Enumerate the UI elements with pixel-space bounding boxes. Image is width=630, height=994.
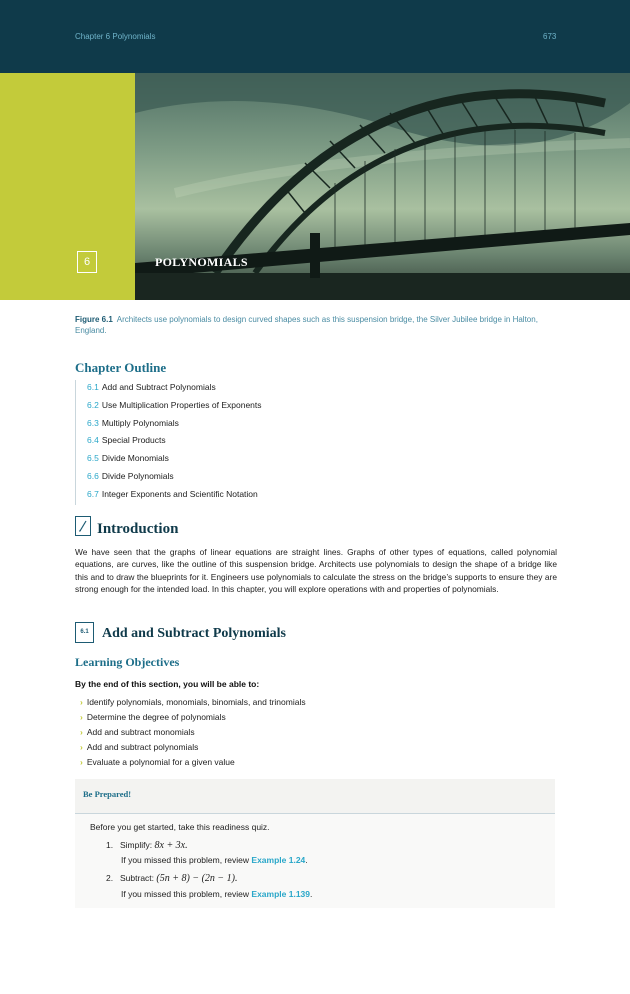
introduction-heading: Introduction xyxy=(97,521,179,537)
chapter-title: POLYNOMIALS xyxy=(155,255,248,269)
be-prepared-heading: Be Prepared! xyxy=(83,789,132,799)
objectives-intro: By the end of this section, you will be able to: xyxy=(75,679,260,689)
chapter-outline-heading: Chapter Outline xyxy=(75,360,167,375)
accent-panel xyxy=(0,73,135,300)
objective-item: › Evaluate a polynomial for a given value xyxy=(80,756,306,771)
figure-label: Figure 6.1 xyxy=(75,315,113,324)
outline-item[interactable]: 6.4 Special Products xyxy=(87,435,166,446)
objectives-list xyxy=(80,696,306,770)
outline-item[interactable]: 6.2 Use Multiplication Properties of Exponents xyxy=(87,399,262,410)
outline-item[interactable]: 6.7 Integer Exponents and Scientific Notation xyxy=(87,488,258,499)
quiz-math: (5n + 8) − (2n − 1). xyxy=(156,873,238,884)
be-prepared-quiz xyxy=(75,814,555,908)
quiz-review-1: If you missed this problem, review Example 1.24. xyxy=(121,855,308,865)
outline-item[interactable]: 6.3 Multiply Polynomials xyxy=(87,417,179,428)
quiz-review-2: If you missed this problem, review Example 1.139. xyxy=(121,889,313,899)
figure-caption-text: Architects use polynomials to design curved shapes such as this suspension bridge, the Silver Jubilee bridge in Halton, England. xyxy=(75,315,538,335)
section-number-box: 6.1 xyxy=(75,622,94,643)
quiz-lead: Before you get started, take this readiness quiz. xyxy=(90,822,270,832)
page-number: 673 xyxy=(543,32,557,41)
example-link[interactable]: Example 1.24 xyxy=(251,855,306,865)
quiz-item-2: 2. Subtract: (5n + 8) − (2n − 1). xyxy=(106,873,238,884)
quiz-item-1: 1. Simplify: 8x + 3x. xyxy=(106,840,188,851)
figure-caption xyxy=(75,314,557,336)
outline-item[interactable]: 6.5 Divide Monomials xyxy=(87,453,169,464)
chapter-outline-list xyxy=(75,380,262,505)
outline-item[interactable]: 6.6 Divide Polynomials xyxy=(87,470,174,481)
section-heading: Add and Subtract Polynomials xyxy=(102,626,286,641)
outline-item[interactable]: 6.1 Add and Subtract Polynomials xyxy=(87,382,216,392)
be-prepared-header xyxy=(75,779,555,814)
objective-item: › Add and subtract polynomials xyxy=(80,741,306,756)
page-header xyxy=(0,0,630,73)
objective-item: › Add and subtract monomials xyxy=(80,726,306,741)
chapter-number-box: 6 xyxy=(77,251,97,273)
objective-item: › Determine the degree of polynomials xyxy=(80,711,306,726)
chapter-hero xyxy=(0,73,630,300)
quiz-math: 8x + 3x. xyxy=(154,840,188,851)
objective-item: › Identify polynomials, monomials, binomials, and trinomials xyxy=(80,696,306,711)
example-link[interactable]: Example 1.139 xyxy=(251,889,311,899)
pencil-icon xyxy=(75,516,91,536)
learning-objectives-heading: Learning Objectives xyxy=(75,655,180,669)
running-chapter-title: Chapter 6 Polynomials xyxy=(75,32,156,41)
introduction-text: We have seen that the graphs of linear equations are straight lines. Graphs of other types of equations, called polynomial equations, are curves, like the outline of this suspension bridge. Architects use polynomials to design the shape of a bridge like this and to draw the blueprints for it. Engineers use polynomials to calculate the stress on the bridge’s supports to ensure they are strong enough for the intended load. In this chapter, you will explore operations with and properties of polynomials. xyxy=(75,547,557,594)
